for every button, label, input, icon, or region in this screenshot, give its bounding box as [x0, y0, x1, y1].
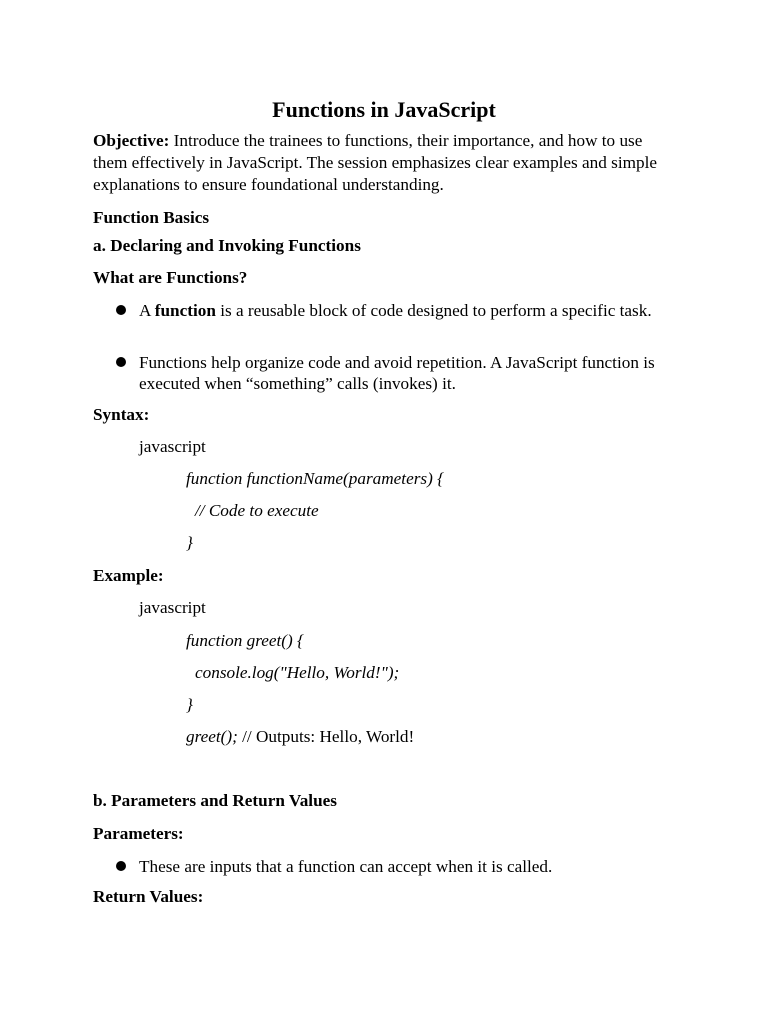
- code-comment: // Outputs: Hello, World!: [237, 727, 415, 746]
- parameters-label: Parameters:: [93, 824, 184, 843]
- section-heading-function-basics: Function Basics: [93, 208, 210, 227]
- code-line: function greet() {: [186, 631, 304, 650]
- bullet-icon: [116, 357, 126, 367]
- page-title: Functions in JavaScript: [272, 97, 496, 122]
- list-item-text: A function is a reusable block of code designed to perform a specific task.: [139, 301, 652, 320]
- code-call: greet();: [186, 727, 238, 746]
- code-line: console.log("Hello, World!");: [195, 663, 400, 682]
- list-item-text: Functions help organize code and avoid repetition. A JavaScript function is executed when “something” calls (invokes) it.: [139, 353, 655, 393]
- example-label: Example:: [93, 566, 164, 585]
- objective-label: Objective:: [93, 131, 170, 150]
- code-line: function functionName(parameters) {: [186, 469, 444, 488]
- list-item-text: These are inputs that a function can accept when it is called.: [139, 857, 553, 876]
- bullet-icon: [116, 305, 126, 315]
- bullet-icon: [116, 861, 126, 871]
- code-language-label: javascript: [139, 437, 206, 456]
- syntax-label: Syntax:: [93, 405, 150, 424]
- objective-paragraph: [93, 130, 678, 196]
- heading-what-are-functions: What are Functions?: [93, 268, 248, 287]
- subheading-parameters-return: b. Parameters and Return Values: [93, 791, 337, 810]
- code-line: }: [186, 533, 193, 552]
- objective-text: Introduce the trainees to functions, their importance, and how to use them effectively in JavaScript. The session emphasizes clear examples and simple explanations to ensure foundational understanding.: [93, 131, 657, 194]
- code-line: [186, 726, 768, 748]
- return-values-label: Return Values:: [93, 887, 204, 906]
- code-language-label: javascript: [139, 598, 206, 617]
- code-line: }: [186, 695, 193, 714]
- code-line: // Code to execute: [195, 501, 319, 520]
- subheading-declaring-invoking: a. Declaring and Invoking Functions: [93, 236, 361, 255]
